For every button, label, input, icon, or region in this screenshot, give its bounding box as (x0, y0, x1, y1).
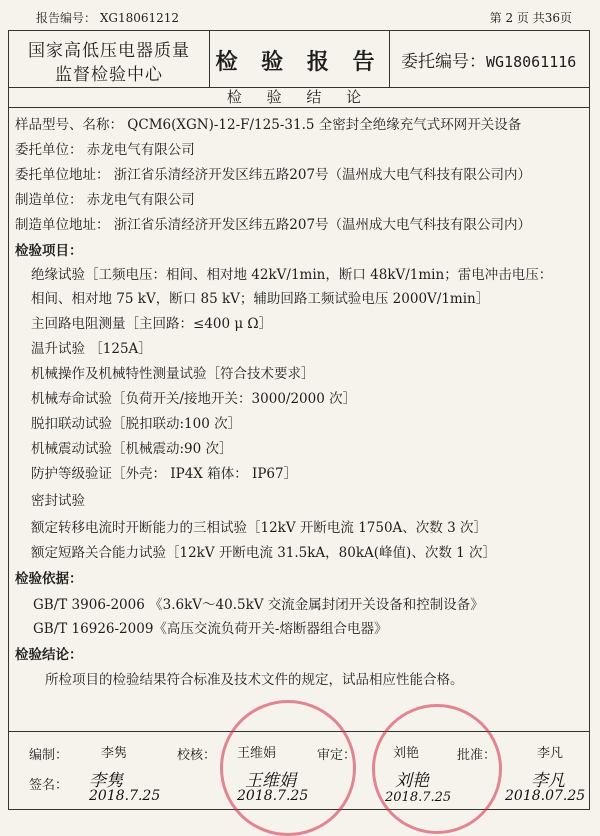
test-item: 相间、相对地 75 kV，断口 85 kV；辅助回路工频试验电压 2000V/1min］ (31, 291, 490, 307)
test-item: 温升试验 ［125A］ (31, 341, 152, 357)
maker-unit: 制造单位： 赤龙电气有限公司 (15, 192, 195, 208)
compiler-signature: 李隽 (89, 771, 123, 791)
approver-signature: 李凡 (531, 771, 565, 791)
basis-standard: GB/T 16926-2009《高压交流负荷开关-熔断器组合电器》 (33, 621, 388, 637)
conclusion-section-title: 检 验 结 论 (9, 87, 589, 108)
test-item: 脱扣联动试验［脱扣联动:100 次］ (31, 416, 242, 432)
org-name-line2: 监督检验中心 (55, 65, 163, 85)
reviewer-label: 审定： (317, 748, 357, 763)
page-info: 第 2 页 共36页 (489, 11, 572, 25)
test-item: 机械寿命试验［负荷开关/接地开关：3000/2000 次］ (31, 391, 357, 407)
checker-name: 王维娟 (237, 746, 277, 761)
sample-model: 样品型号、名称： QCM6(XGN)-12-F/125-31.5 全密封全绝缘充气式环网开关设备 (15, 117, 522, 133)
test-item: 额定短路关合能力试验［12kV 开断电流 31.5kA，80kA(峰值)、次数 1 次］ (31, 545, 496, 561)
org-name-line1: 国家高低压电器质量 (28, 41, 190, 61)
compiler-name: 李隽 (101, 746, 128, 761)
test-item: 额定转移电流时开断能力的三相试验［12kV 开断电流 1750A、次数 3 次］ (31, 520, 487, 536)
basis-standard: GB/T 3906-2006 《3.6kV～40.5kV 交流金属封闭开关设备和控制设备》 (33, 597, 484, 613)
test-item: 绝缘试验［工频电压：相间、相对地 42kV/1min，断口 48kV/1min；雷电冲击电压： (31, 267, 553, 283)
report-frame (8, 30, 590, 810)
seal-stamp-left (220, 700, 356, 836)
approver-label: 批准： (457, 748, 497, 763)
test-item: 机械震动试验［机械震动:90 次］ (31, 441, 233, 457)
checker-date: 2018.7.25 (237, 788, 309, 804)
approver-name: 李凡 (537, 746, 564, 761)
conclusion-label: 检验结论： (15, 647, 83, 663)
basis-label: 检验依据： (15, 571, 83, 587)
reviewer-name: 刘艳 (393, 746, 420, 761)
sign-label: 签名： (29, 778, 69, 793)
org-cell (9, 31, 210, 87)
compiler-date: 2018.7.25 (89, 788, 161, 804)
items-label: 检验项目： (15, 243, 83, 259)
reviewer-signature: 刘艳 (395, 771, 429, 791)
test-item: 机械操作及机械特性测量试验［符合技术要求］ (31, 366, 315, 382)
reviewer-date: 2018.7.25 (385, 790, 452, 805)
checker-label: 校核： (177, 748, 217, 763)
client-address: 委托单位地址： 浙江省乐清经济开发区纬五路207号（温州成大电气科技有限公司内） (15, 167, 532, 183)
checker-signature: 王维娟 (245, 771, 296, 791)
test-item: 防护等级验证［外壳： IP4X 箱体： IP67］ (31, 466, 298, 482)
entrust-value: WG18061116 (486, 53, 577, 71)
compiler-label: 编制： (29, 748, 69, 763)
report-title: 检 验 报 告 (215, 49, 383, 75)
entrust-cell (389, 31, 589, 87)
entrust-label: 委托编号： (401, 52, 486, 72)
report-header (9, 31, 589, 88)
approver-date: 2018.07.25 (505, 788, 586, 804)
title-cell (209, 31, 390, 87)
conclusion-text: 所检项目的检验结果符合标准及技术文件的规定，试品相应性能合格。 (45, 672, 464, 688)
client-unit: 委托单位： 赤龙电气有限公司 (15, 142, 195, 158)
seal-stamp-right (372, 704, 502, 834)
entrust-number (401, 47, 576, 72)
test-item: 主回路电阻测量［主回路：≤400 μ Ω］ (31, 316, 273, 332)
maker-address: 制造单位地址： 浙江省乐清经济开发区纬五路207号（温州成大电气科技有限公司内） (15, 217, 532, 233)
test-item: 密封试验 (31, 493, 85, 509)
report-number: 报告编号： XG18061212 (36, 11, 180, 25)
